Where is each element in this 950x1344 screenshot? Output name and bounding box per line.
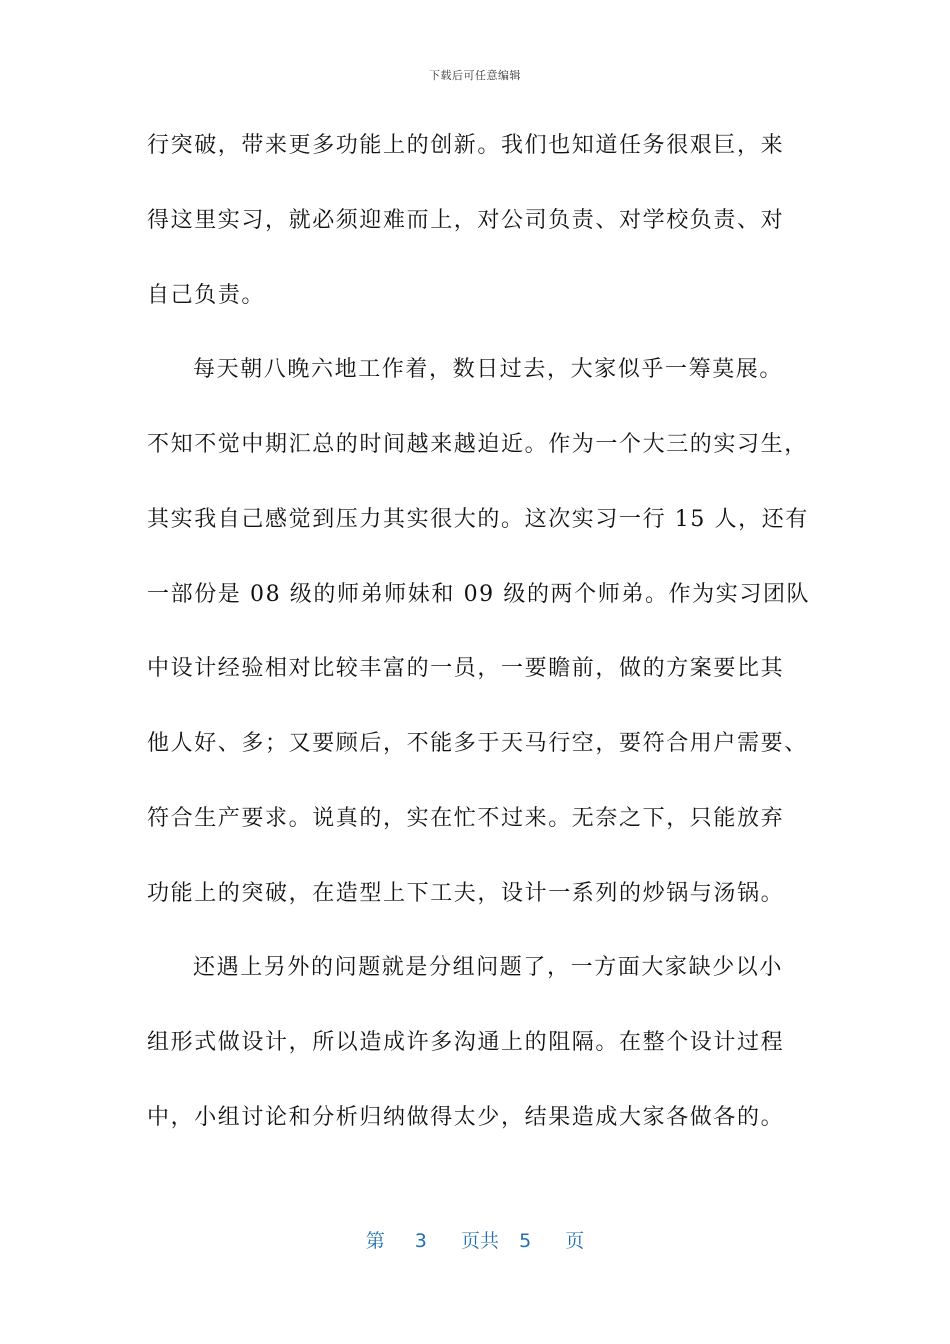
paragraph-line: 其实我自己感觉到压力其实很大的。这次实习一行 15 人，还有 bbox=[147, 507, 809, 532]
paragraph-line: 中，小组讨论和分析归纳做得太少，结果造成大家各做各的。 bbox=[147, 1105, 785, 1130]
footer-label-total: 页共 bbox=[460, 1230, 499, 1252]
footer-label-end: 页 bbox=[565, 1230, 585, 1252]
paragraph-line: 符合生产要求。说真的，实在忙不过来。无奈之下，只能放弃 bbox=[147, 806, 785, 831]
paragraph-line: 行突破，带来更多功能上的创新。我们也知道任务很艰巨，来 bbox=[147, 133, 785, 158]
footer-label-page: 第 bbox=[365, 1230, 385, 1252]
page-number-footer bbox=[0, 1226, 950, 1253]
paragraph-line: 组形式做设计，所以造成许多沟通上的阻隔。在整个设计过程 bbox=[147, 1030, 785, 1055]
paragraph-line: 不知不觉中期汇总的时间越来越迫近。作为一个大三的实习生， bbox=[147, 432, 808, 457]
header-note: 下载后可任意编辑 bbox=[429, 69, 521, 82]
paragraph-line: 他人好、多；又要顾后，不能多于天马行空，要符合用户需要、 bbox=[147, 731, 808, 756]
paragraph-line: 功能上的突破，在造型上下工夫，设计一系列的炒锅与汤锅。 bbox=[147, 881, 785, 906]
paragraph-line: 得这里实习，就必须迎难而上，对公司负责、对学校负责、对 bbox=[147, 208, 785, 233]
paragraph-line: 每天朝八晚六地工作着，数日过去，大家似乎一筹莫展。 bbox=[193, 357, 784, 382]
paragraph-line: 中设计经验相对比较丰富的一员，一要瞻前，做的方案要比其 bbox=[147, 656, 785, 681]
paragraph-line: 一部份是 08 级的师弟师妹和 09 级的两个师弟。作为实习团队 bbox=[147, 582, 811, 607]
paragraph-line: 自己负责。 bbox=[147, 283, 266, 308]
footer-current-page: 3 bbox=[414, 1230, 427, 1252]
paragraph-line: 还遇上另外的问题就是分组问题了，一方面大家缺少以小 bbox=[193, 955, 784, 980]
footer-total-pages: 5 bbox=[519, 1230, 532, 1252]
